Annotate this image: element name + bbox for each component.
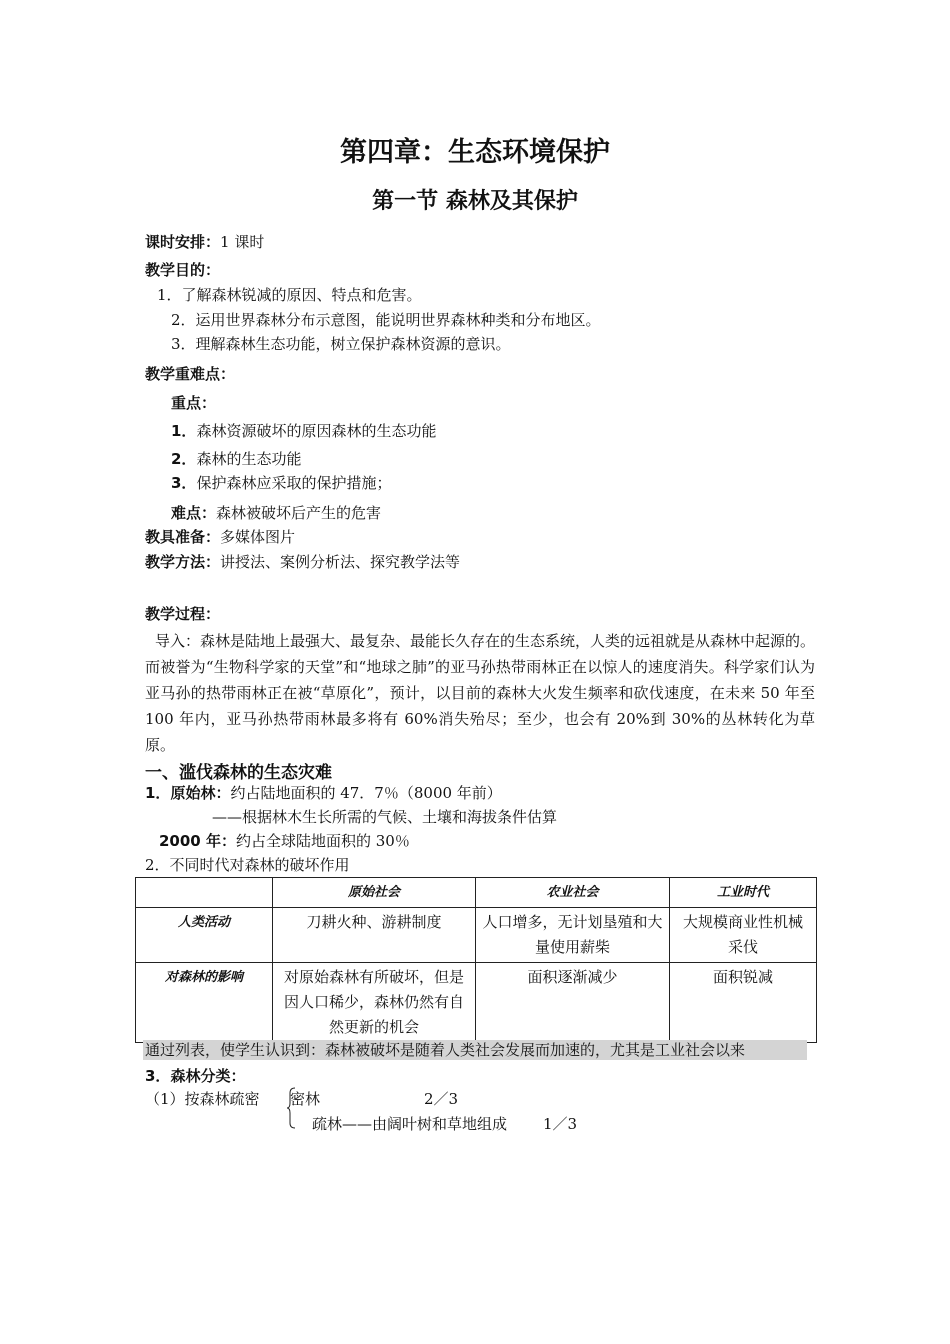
forest-impact-table: [135, 877, 817, 1043]
methods-label: 教学方法：: [145, 553, 221, 571]
objective-item: 2．运用世界森林分布示意图，能说明世界森林种类和分布地区。: [171, 311, 601, 329]
table-cell: 对原始森林有所破坏，但是因人口稀少，森林仍然有自然更新的机会: [273, 963, 476, 1043]
focus-item-text: 森林资源破坏的原因森林的生态功能: [196, 422, 437, 440]
row-label: 人类活动: [136, 908, 273, 963]
methods-value: 讲授法、案例分析法、探究教学法等: [220, 553, 461, 571]
objective-item: 3．理解森林生态功能，树立保护森林资源的意识。: [171, 335, 511, 353]
primeval-number: 1．: [145, 784, 171, 802]
primeval-line: [145, 783, 502, 803]
keypoints-label: 教学重难点：: [145, 365, 236, 383]
classification-heading: [145, 1066, 245, 1086]
tools-value: 多媒体图片: [220, 528, 296, 546]
table-header-cell: 原始社会: [273, 878, 476, 908]
tools-line: [145, 527, 295, 547]
section1-title: 一、滥伐森林的生态灾难: [145, 763, 332, 783]
summary-text: 通过列表，使学生认识到：森林被破坏是随着人类社会发展而加速的，尤其是工业社会以来: [145, 1041, 746, 1059]
focus-label: 重点：: [171, 394, 217, 412]
focus-item: [171, 473, 391, 493]
primeval-label: 原始林：: [170, 784, 231, 802]
difficulty-label: 难点：: [171, 504, 217, 522]
year-2000-line: [159, 831, 410, 851]
section-title: 第一节 森林及其保护: [372, 189, 578, 214]
year-text: 约占全球陆地面积的 30％: [235, 832, 410, 850]
objectives-label: 教学目的：: [145, 261, 221, 279]
eras-heading: 2．不同时代对森林的破坏作用: [145, 856, 350, 874]
sparse-forest: 疏林——由阔叶树和草地组成: [312, 1115, 508, 1133]
focus-item-number: 3．: [171, 474, 197, 492]
dense-ratio: 2／3: [424, 1090, 459, 1108]
table-row: [136, 963, 817, 1043]
year-label: 2000 年：: [159, 832, 236, 850]
difficulty-text: 森林被破坏后产生的危害: [216, 504, 382, 522]
primeval-text: 约占陆地面积的 47．7％（8000 年前）: [230, 784, 502, 802]
classification-number: 3．: [145, 1067, 171, 1085]
intro-paragraph: 导入：森林是陆地上最强大、最复杂、最能长久存在的生态系统，人类的远祖就是从森林中起源的。而被誉为“生物科学家的天堂”和“地球之肺”的亚马孙热带雨林正在以惊人的速度消失。科学家们认为亚马孙的热带雨林正在被“草原化”，预计，以目前的森林大火发生频率和砍伐速度，在未来 50 年至 100 年内，亚马孙热带雨林最多将有 60%消失殆尽；至少，也会有 20%到 30%的丛林转化为草原。: [145, 632, 816, 754]
row-label: 对森林的影响: [136, 963, 273, 1043]
table-cell: 大规模商业性机械采伐: [670, 908, 817, 963]
dense-forest: 密林: [290, 1090, 321, 1108]
focus-item-number: 2．: [171, 450, 197, 468]
process-label: 教学过程：: [145, 605, 221, 623]
table-header-cell: [136, 878, 273, 908]
table-header-cell: 农业社会: [476, 878, 670, 908]
schedule-label: 课时安排：: [145, 233, 221, 251]
table-cell: 刀耕火种、游耕制度: [273, 908, 476, 963]
difficulty-line: [171, 503, 381, 523]
objective-item: 1．了解森林锐减的原因、特点和危害。: [157, 286, 422, 304]
table-row: [136, 908, 817, 963]
classification-item: （1）按森林疏密: [145, 1090, 260, 1108]
table-cell: 人口增多，无计划垦殖和大量使用薪柴: [476, 908, 670, 963]
focus-item-number: 1．: [171, 422, 197, 440]
table-header-cell: 工业时代: [670, 878, 817, 908]
focus-item-text: 保护森林应采取的保护措施；: [196, 474, 392, 492]
chapter-title: 第四章：生态环境保护: [340, 137, 610, 168]
primeval-note: ——根据林木生长所需的气候、土壤和海拔条件估算: [212, 808, 558, 826]
table-cell: 面积逐渐减少: [476, 963, 670, 1043]
methods-line: [145, 552, 460, 572]
classification-label: 森林分类：: [170, 1067, 246, 1085]
tools-label: 教具准备：: [145, 528, 221, 546]
schedule-value: 1 课时: [220, 233, 265, 251]
focus-item: [171, 421, 436, 441]
sparse-ratio: 1／3: [543, 1115, 578, 1133]
schedule-line: [145, 232, 264, 252]
table-cell: 面积锐减: [670, 963, 817, 1043]
focus-item: [171, 449, 301, 469]
table-header-row: [136, 878, 817, 908]
focus-item-text: 森林的生态功能: [196, 450, 302, 468]
